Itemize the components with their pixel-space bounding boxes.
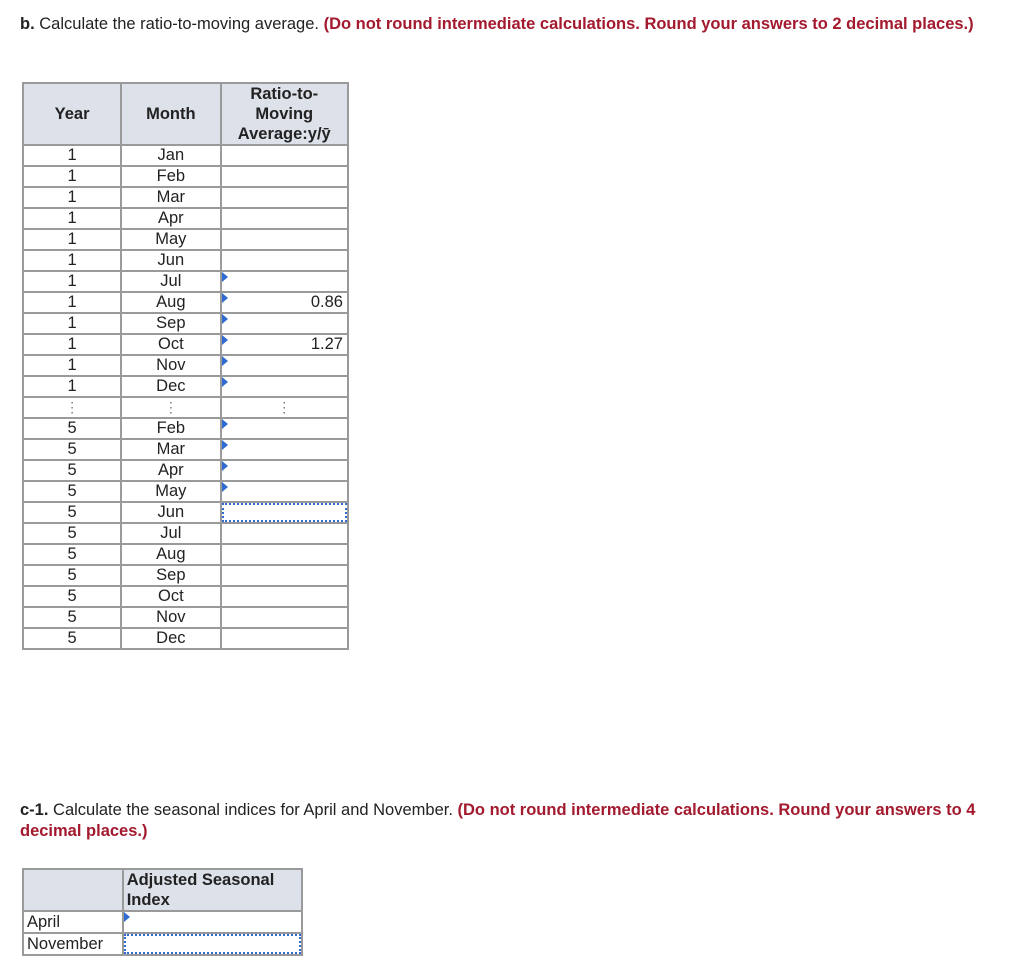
seasonal-index-input[interactable]: [123, 911, 302, 933]
month-cell: Dec: [121, 376, 220, 397]
table-row: [23, 439, 348, 460]
month-cell: May: [121, 229, 220, 250]
table-row: [23, 271, 348, 292]
month-cell: Jun: [121, 250, 220, 271]
seasonal-month-cell: November: [23, 933, 123, 955]
ratio-answer-input[interactable]: [221, 586, 348, 607]
table-row: [23, 502, 348, 523]
ratio-table: [22, 82, 349, 650]
table-row: [23, 544, 348, 565]
table-row: [23, 607, 348, 628]
answer-flag-icon: [222, 461, 228, 471]
ratio-answer-input[interactable]: [221, 334, 348, 355]
month-cell: Oct: [121, 586, 220, 607]
table-row: [23, 250, 348, 271]
table-row: [23, 229, 348, 250]
year-cell: 5: [23, 460, 121, 481]
question-c1-label: c-1.: [20, 801, 49, 819]
ratio-value: 0.86: [310, 293, 343, 311]
ratio-answer-input[interactable]: [221, 187, 348, 208]
question-b-warning: (Do not round intermediate calculations. Round your answers to 2 decimal places.): [323, 15, 974, 33]
month-cell: Sep: [121, 313, 220, 334]
ratio-table-header: [23, 83, 348, 145]
ratio-answer-input[interactable]: [221, 418, 348, 439]
year-cell: 1: [23, 187, 121, 208]
header-month: Month: [121, 83, 220, 145]
ratio-answer-input: [221, 397, 348, 418]
ratio-answer-input[interactable]: [221, 460, 348, 481]
year-cell: 1: [23, 355, 121, 376]
answer-flag-icon: [222, 356, 228, 366]
month-cell: Nov: [121, 607, 220, 628]
ratio-answer-input[interactable]: [221, 502, 348, 523]
ratio-answer-input[interactable]: [221, 145, 348, 166]
year-cell: 1: [23, 166, 121, 187]
month-cell: Feb: [121, 166, 220, 187]
seasonal-index-header: [23, 869, 302, 911]
year-cell: 5: [23, 607, 121, 628]
answer-flag-icon: [222, 482, 228, 492]
answer-flag-icon: [222, 314, 228, 324]
table-row: [23, 523, 348, 544]
month-cell: Jan: [121, 145, 220, 166]
table-row: [23, 313, 348, 334]
year-cell: 5: [23, 418, 121, 439]
month-cell: Jul: [121, 271, 220, 292]
year-cell: 1: [23, 229, 121, 250]
month-cell: Dec: [121, 628, 220, 649]
table-row: [23, 166, 348, 187]
year-cell: 5: [23, 523, 121, 544]
question-b-label: b.: [20, 15, 35, 33]
table-row: [23, 187, 348, 208]
table-row: [23, 628, 348, 649]
year-cell: 1: [23, 292, 121, 313]
year-cell: 1: [23, 250, 121, 271]
answer-flag-icon: [222, 293, 228, 303]
month-cell: Aug: [121, 544, 220, 565]
seasonal-index-table: [22, 868, 303, 956]
ratio-answer-input[interactable]: [221, 292, 348, 313]
table-row: [23, 397, 348, 418]
ratio-answer-input[interactable]: [221, 271, 348, 292]
question-c1-text: Calculate the seasonal indices for April and November.: [48, 801, 458, 819]
answer-flag-icon: [222, 440, 228, 450]
ratio-answer-input[interactable]: [221, 166, 348, 187]
table-row: [23, 460, 348, 481]
month-cell: Jul: [121, 523, 220, 544]
table-row: [23, 911, 302, 933]
ratio-answer-input[interactable]: [221, 313, 348, 334]
year-cell: 5: [23, 502, 121, 523]
month-cell: Oct: [121, 334, 220, 355]
table-row: [23, 292, 348, 313]
question-c1: [20, 800, 980, 842]
header-ratio: Ratio-to- Moving Average:y/ȳ: [221, 83, 348, 145]
table-row: [23, 145, 348, 166]
table-row: [23, 355, 348, 376]
table-row: [23, 933, 302, 955]
table-row: [23, 481, 348, 502]
month-cell: Apr: [121, 460, 220, 481]
ratio-answer-input[interactable]: [221, 376, 348, 397]
year-cell: 1: [23, 313, 121, 334]
question-b: [20, 14, 980, 35]
year-cell: 1: [23, 376, 121, 397]
year-cell: 5: [23, 586, 121, 607]
ratio-answer-input[interactable]: [221, 250, 348, 271]
month-cell: Feb: [121, 418, 220, 439]
ratio-answer-input[interactable]: [221, 439, 348, 460]
table-row: [23, 376, 348, 397]
header-blank: [23, 869, 123, 911]
ratio-answer-input[interactable]: [221, 565, 348, 586]
answer-flag-icon: [222, 335, 228, 345]
year-cell: 1: [23, 208, 121, 229]
ratio-value: ⋮: [277, 399, 292, 415]
answer-flag-icon: [222, 377, 228, 387]
answer-flag-icon: [222, 272, 228, 282]
table-row: [23, 208, 348, 229]
table-row: [23, 565, 348, 586]
ratio-answer-input[interactable]: [221, 544, 348, 565]
year-cell: 5: [23, 481, 121, 502]
month-cell: Sep: [121, 565, 220, 586]
month-cell: Mar: [121, 187, 220, 208]
seasonal-index-input[interactable]: [123, 933, 302, 955]
year-cell: 1: [23, 271, 121, 292]
month-cell: Aug: [121, 292, 220, 313]
month-cell: May: [121, 481, 220, 502]
ratio-answer-input[interactable]: [221, 628, 348, 649]
ratio-answer-input[interactable]: [221, 355, 348, 376]
question-b-text: Calculate the ratio-to-moving average.: [34, 15, 324, 33]
month-cell: Apr: [121, 208, 220, 229]
answer-flag-icon: [124, 912, 130, 922]
year-cell: 5: [23, 544, 121, 565]
year-cell: ⋮: [23, 397, 121, 418]
table-row: [23, 334, 348, 355]
year-cell: 5: [23, 628, 121, 649]
month-cell: Mar: [121, 439, 220, 460]
answer-flag-icon: [222, 419, 228, 429]
ratio-answer-input[interactable]: [221, 229, 348, 250]
seasonal-month-cell: April: [23, 911, 123, 933]
year-cell: 1: [23, 145, 121, 166]
month-cell: ⋮: [121, 397, 220, 418]
ratio-value: 1.27: [310, 335, 343, 353]
table-row: [23, 418, 348, 439]
ratio-answer-input[interactable]: [221, 481, 348, 502]
year-cell: 5: [23, 439, 121, 460]
ratio-answer-input[interactable]: [221, 208, 348, 229]
year-cell: 5: [23, 565, 121, 586]
header-adjusted-seasonal-index: Adjusted Seasonal Index: [123, 869, 302, 911]
month-cell: Jun: [121, 502, 220, 523]
question-c1-warning: (Do not round intermediate calculations. Round your answers to 4 decimal places.): [20, 801, 976, 840]
month-cell: Nov: [121, 355, 220, 376]
year-cell: 1: [23, 334, 121, 355]
ratio-answer-input[interactable]: [221, 607, 348, 628]
table-row: [23, 586, 348, 607]
header-year: Year: [23, 83, 121, 145]
ratio-answer-input[interactable]: [221, 523, 348, 544]
